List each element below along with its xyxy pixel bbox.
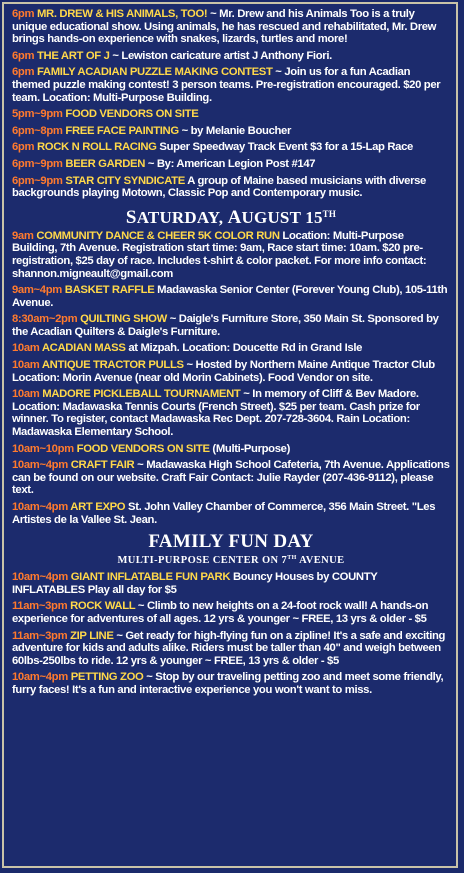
event-name: FAMILY ACADIAN PUZZLE MAKING CONTEST [36,66,273,79]
friday-events [12,8,450,200]
event-name: CRAFT FAIR [70,459,135,472]
event-time: 10am [12,388,40,401]
event-description: ~ By: American Legion Post #147 [145,157,316,170]
event-description: A group of Maine based musicians with diverse backgrounds playing Motown, Classic Pop and Contemporary music. [12,174,426,200]
event-name: FOOD VENDORS ON SITE [65,108,199,121]
event-description: at Mizpah. Location: Doucette Rd in Grand Isle [125,342,363,355]
event-name: ACADIAN MASS [41,342,126,355]
event-entry [12,671,450,696]
event-entry [12,443,450,456]
event-name: QUILTING SHOW [80,313,167,326]
event-entry [12,359,450,384]
event-name: FOOD VENDORS ON SITE [76,442,210,455]
event-time: 6pm~9pm [12,174,63,187]
event-description: ~ by Melanie Boucher [178,124,292,137]
event-time: 11am~3pm [12,629,68,642]
event-entry [12,388,450,438]
event-time: 6pm~9pm [12,157,63,170]
event-name: GIANT INFLATABLE FUN PARK [70,571,231,584]
event-schedule-panel [2,2,458,868]
event-name: ROCK WALL [70,600,136,613]
event-time: 5pm~9pm [12,108,63,121]
event-name: MR. DREW & HIS ANIMALS, TOO! [36,8,208,20]
event-description: ~ Join us for a fun Acadian themed puzzle making contest! 3 person teams. Pre-registration encouraged. $20 per team. Location: Multi-Purpose Building. [12,66,441,104]
event-entry [12,175,450,200]
event-time: 6pm [12,49,35,62]
event-entry [12,125,450,138]
event-entry [12,158,450,171]
saturday-heading: SATURDAY, AUGUST 15TH [125,206,337,228]
event-entry [12,50,450,63]
event-entry [12,141,450,154]
event-entry [12,230,450,280]
event-time: 9am [12,229,34,242]
event-name: PETTING ZOO [70,671,144,684]
event-name: STAR CITY SYNDICATE [65,174,185,187]
event-time: 9am~4pm [12,284,62,297]
event-time: 6pm [12,8,35,20]
event-description: Location: Multi-Purpose Building, 7th Avenue. Registration start time: 9am, Race start time: 10am. $20 pre-registration, $25 day of race. Includes t-shirt & color packet. For more info contact: shannon.migneault@gmail.com [12,229,427,280]
event-name: THE ART OF J [36,49,110,62]
event-time: 6pm~8pm [12,124,63,137]
event-entry [12,313,450,338]
event-description: ~ Mr. Drew and his Animals Too is a truly unique educational show. Using animals, he has rescued and rehabilitated, Mr. Drew brings hands-on experience with snakes, lizards, turtles and more! [12,8,437,46]
event-description: ~ Madawaska High School Cafeteria, 7th Avenue. Applications can be found on our website. Craft Fair Contact: Julie Rayder (207-436-9112), please text. [12,459,450,497]
family-fun-day-subheading: MULTI-PURPOSE CENTER ON 7TH AVENUE [117,555,345,567]
event-entry [12,459,450,497]
family-events [12,571,450,696]
event-time: 10am~4pm [12,501,68,513]
event-description: St. John Valley Chamber of Commerce, 356 Main Street. "Les Artistes de la Vallee St. Jean. [12,501,436,526]
event-name: ART EXPO [70,501,126,513]
event-time: 10am [12,342,40,355]
event-time: 6pm [12,141,35,154]
event-description: ~ Climb to new heights on a 24-foot rock wall! A hands-on experience for adventures of all ages. 12 yrs & younger ~ FREE, 13 yrs & older - $5 [12,600,429,625]
event-entry [12,8,450,46]
event-description: ~ Hosted by Northern Maine Antique Tractor Club Location: Morin Avenue (near old Morin Cabinets). Food Vendor on site. [12,359,435,384]
event-name: MADORE PICKLEBALL TOURNAMENT [42,388,241,401]
saturday-events [12,230,450,526]
event-entry [12,630,450,668]
event-description: (Multi-Purpose) [209,442,291,455]
family-fun-day-heading: FAMILY FUN DAY [148,531,314,553]
event-name: FREE FACE PAINTING [65,124,179,137]
event-entry [12,108,450,121]
event-entry [12,600,450,625]
event-time: 10am~4pm [12,459,68,472]
event-time: 10am~10pm [12,442,74,455]
event-entry [12,342,450,355]
event-time: 10am~4pm [12,671,68,684]
event-entry [12,66,450,104]
event-entry [12,501,450,526]
event-time: 11am~3pm [12,600,68,613]
event-description: ~ Get ready for high-flying fun on a zipline! It's a safe and exciting adventure for kids and adults alike. Riders must be taller than 40" and weigh between 60lbs-250lbs to ride. 12 yrs & younger ~ FREE, 13 yrs & older - $5 [12,629,446,667]
event-name: BEER GARDEN [65,157,146,170]
event-name: ZIP LINE [70,629,114,642]
event-description: ~ Stop by our traveling petting zoo and meet some friendly, furry faces! It's a fun and interactive experience you won't want to miss. [12,671,444,696]
event-name: ANTIQUE TRACTOR PULLS [41,359,184,372]
event-time: 6pm [12,66,35,79]
event-description: Madawaska Senior Center (Forever Young Club), 105-11th Avenue. [12,284,448,309]
event-description: ~ In memory of Cliff & Bev Madore. Location: Madawaska Tennis Courts (French Street). $25 per team. Cash prize for winner. To register, contact Madawaska Rec Dept. 207-728-3604. Rain Location: Madawaska Elementary School. [12,388,420,439]
event-time: 8:30am~2pm [12,313,78,326]
event-entry [12,571,450,596]
event-description: Bouncy Houses by COUNTY INFLATABLES Play all day for $5 [12,571,378,596]
event-time: 10am~4pm [12,571,68,584]
event-name: BASKET RAFFLE [64,284,155,297]
event-name: ROCK N ROLL RACING [36,141,157,154]
event-time: 10am [12,359,40,372]
event-description: ~ Lewiston caricature artist J Anthony Fiori. [109,49,332,62]
event-entry [12,284,450,309]
event-description: ~ Daigle's Furniture Store, 350 Main St. Sponsored by the Acadian Quilters & Daigle's Furniture. [12,313,439,338]
event-name: COMMUNITY DANCE & CHEER 5K COLOR RUN [36,229,280,242]
event-description: Super Speedway Track Event $3 for a 15-Lap Race [156,141,413,154]
